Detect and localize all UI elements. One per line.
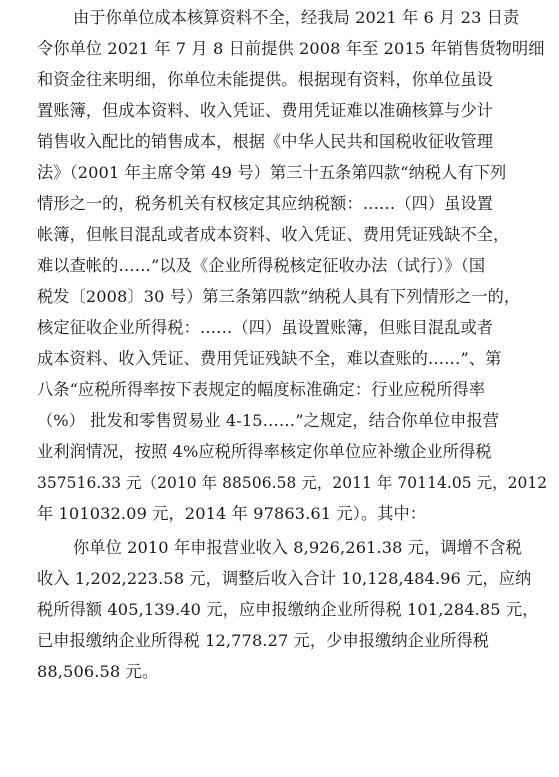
paragraph1-line-17: 年 101032.09 元，2014 年 97863.61 元）。其中： (37, 504, 427, 523)
paragraph1-line-8: 帐簿，但帐目混乱或者成本资料、收入凭证、费用凭证残缺不全， (37, 225, 510, 244)
paragraph2-line-2: 收入 1,202,223.58 元，调整后收入合计 10,128,484.96 元，应纳 (37, 569, 532, 588)
paragraph2-line-3: 税所得额 405,139.40 元，应申报缴纳企业所得税 101,284.85 元， (37, 600, 539, 619)
paragraph1-line-9: 难以查帐的……”以及《企业所得税核定征收办法（试行）》（国 (37, 256, 486, 275)
paragraph1-line-2: 令你单位 2021 年 7 月 8 日前提供 2008 年至 2015 年销售货物明细 (37, 39, 545, 58)
paragraph1-line-13: 八条“应税所得率按下表规定的幅度标准确定：行业应税所得率 (37, 380, 486, 399)
paragraph2-line-5: 88,506.58 元。 (37, 662, 159, 681)
paragraph1-line-16: 357516.33 元（2010 年 88506.58 元，2011 年 70114.05 元，2012 (37, 474, 548, 492)
paragraph1-line-5: 销售收入配比的销售成本，根据《中华人民共和国税收征收管理 (37, 132, 494, 151)
paragraph1-line-14: （%） 批发和零售贸易业 4-15……”之规定，结合你单位申报营 (37, 411, 500, 430)
paragraph2-line-1: 你单位 2010 年申报营业收入 8,926,261.38 元，调增不含税 (73, 538, 522, 557)
paragraph1-line-12: 成本资料、收入凭证、费用凭证残缺不全，难以查账的……”、第 (37, 349, 502, 368)
paragraph2-line-4: 已申报缴纳企业所得税 12,778.27 元，少申报缴纳企业所得税 (37, 631, 490, 650)
paragraph1-line-1: 由于你单位成本核算资料不全，经我局 2021 年 6 月 23 日责 (73, 8, 520, 27)
paragraph1-line-6: 法》（2001 年主席令第 49 号）第三十五条第四款“纳税人有下列 (37, 163, 507, 182)
paragraph1-line-15: 业利润情况，按照 4%应税所得率核定你单位应补缴企业所得税 (37, 442, 492, 461)
paragraph1-line-11: 核定征收企业所得税：……（四）虽设置账簿，但账目混乱或者 (37, 318, 494, 337)
paragraph1-line-3: 和资金往来明细，你单位未能提供。根据现有资料，你单位虽设 (37, 70, 494, 89)
paragraph1-line-7: 情形之一的，税务机关有权核定其应纳税额：……（四）虽设置 (37, 194, 494, 213)
paragraph1-line-4: 置账簿，但成本资料、收入凭证、费用凭证难以准确核算与少计 (37, 101, 494, 120)
paragraph1-line-10: 税发〔2008〕30 号）第三条第四款”纳税人具有下列情形之一的， (37, 287, 521, 306)
